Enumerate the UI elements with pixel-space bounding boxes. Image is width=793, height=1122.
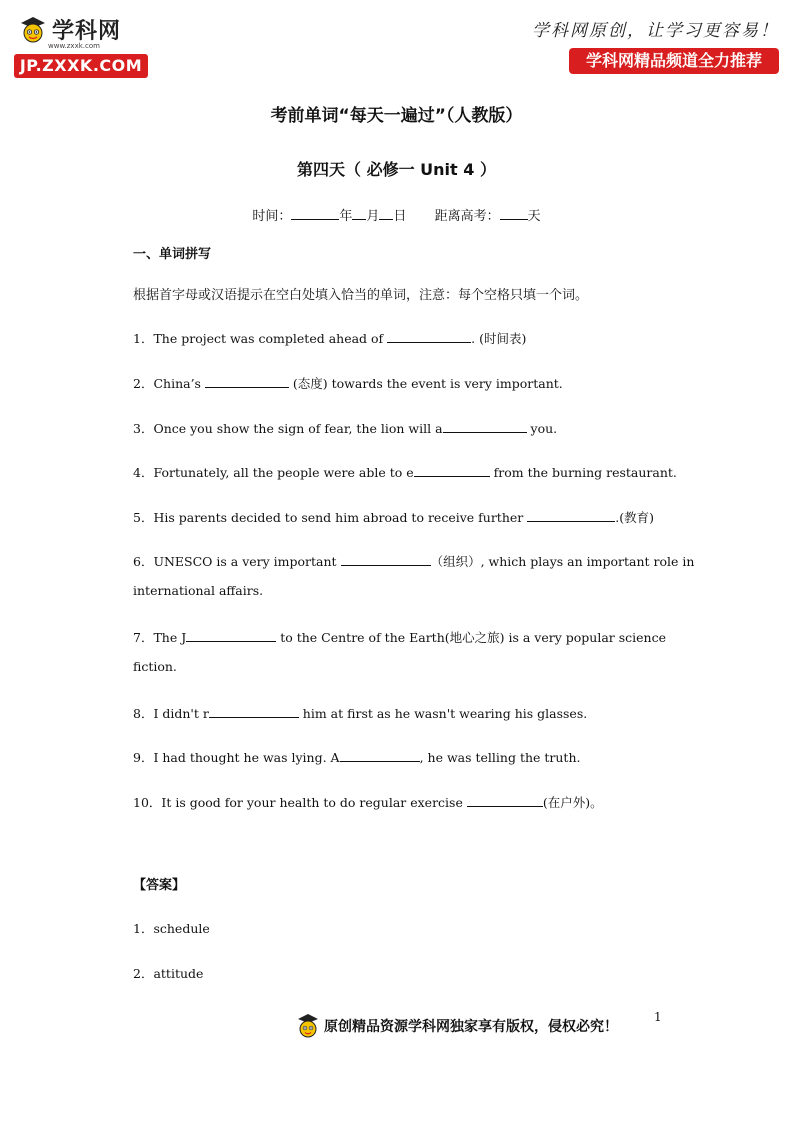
question-item [133, 508, 654, 526]
question-text: I didn't r [153, 706, 209, 721]
question-number: 8． [133, 706, 154, 721]
mascot-icon [296, 1012, 320, 1040]
answer-number: 2． [133, 966, 154, 981]
answer-text: attitude [153, 966, 204, 981]
question-continuation: international affairs. [133, 583, 264, 598]
time-label: 时间： [252, 209, 292, 224]
question-text: you. [526, 421, 558, 436]
answer-blank[interactable] [527, 508, 615, 522]
page-number: 1 [654, 1010, 662, 1024]
mascot-icon [18, 15, 48, 45]
question-text: （组织）, which plays an important role in [430, 554, 695, 569]
question-item [133, 748, 580, 766]
question-item [133, 552, 694, 570]
question-text: It is good for your health to do regular exercise [161, 795, 467, 810]
channel-badge[interactable]: 学科网精品频道全力推荐 [569, 48, 779, 74]
question-text: China’s [153, 376, 205, 391]
question-text: UNESCO is a very important [153, 554, 341, 569]
site-url-badge[interactable]: JP.ZXXK.COM [14, 54, 148, 78]
question-number: 6． [133, 554, 154, 569]
answer-blank[interactable] [340, 748, 420, 762]
day-label: 日 [393, 209, 407, 224]
answer-item [133, 919, 210, 937]
page-subtitle: 第四天（ 必修一 Unit 4 ） [297, 160, 496, 179]
logo-url: www.zxxk.com [48, 42, 100, 50]
days-label: 天 [527, 209, 541, 224]
answer-blank[interactable] [186, 628, 276, 642]
answer-blank[interactable] [209, 704, 299, 718]
question-number: 3． [133, 421, 154, 436]
question-number: 4． [133, 465, 154, 480]
question-number: 7． [133, 630, 154, 645]
question-number: 10． [133, 795, 162, 810]
year-blank [291, 206, 339, 220]
question-item [133, 329, 526, 347]
answers-heading: 【答案】 [133, 878, 186, 893]
question-text: (在户外)。 [542, 795, 603, 810]
section-heading: 一、单词拼写 [133, 247, 212, 262]
page-title: 考前单词“每天一遍过”（人教版） [270, 106, 523, 126]
question-item [133, 374, 563, 392]
answer-blank[interactable] [205, 374, 289, 388]
answer-blank[interactable] [467, 793, 543, 807]
question-item [133, 704, 587, 722]
question-text: to the Centre of the Earth(地心之旅) is a very popular science [276, 630, 666, 645]
logo-text: 学科网 [52, 19, 122, 44]
question-number: 1． [133, 331, 154, 346]
question-number: 5． [133, 510, 154, 525]
question-text: The J [153, 630, 187, 645]
instruction-text: 根据首字母或汉语提示在空白处填入恰当的单词，注意：每个空格只填一个词。 [133, 288, 589, 303]
answer-blank[interactable] [414, 463, 490, 477]
question-item [133, 419, 557, 437]
question-text: The project was completed ahead of [153, 331, 388, 346]
site-logo[interactable] [14, 12, 154, 82]
year-label: 年 [339, 209, 353, 224]
days-blank [500, 206, 528, 220]
question-text: him at first as he wasn't wearing his glasses. [298, 706, 588, 721]
date-line [0, 205, 793, 224]
question-text: Once you show the sign of fear, the lion will a [153, 421, 443, 436]
question-item [133, 628, 666, 646]
slogan: 学科网原创，让学习更容易！ [532, 21, 779, 41]
question-item [133, 463, 677, 481]
question-continuation: fiction. [133, 659, 177, 674]
copyright-notice: 原创精品资源学科网独家享有版权，侵权必究！ [324, 1019, 618, 1035]
answer-blank[interactable] [387, 329, 471, 343]
question-text: His parents decided to send him abroad to receive further [153, 510, 528, 525]
question-text: (态度) towards the event is very important. [288, 376, 563, 391]
answer-number: 1． [133, 921, 154, 936]
question-text: .(教育) [615, 510, 654, 525]
answer-item [133, 964, 203, 982]
question-text: , he was telling the truth. [419, 750, 581, 765]
answer-text: schedule [153, 921, 210, 936]
month-blank [352, 206, 366, 220]
footer [296, 1012, 618, 1040]
question-text: I had thought he was lying. A [153, 750, 340, 765]
question-text: Fortunately, all the people were able to e [153, 465, 414, 480]
exam-countdown-label: 距离高考： [434, 209, 500, 224]
month-label: 月 [366, 209, 380, 224]
question-number: 2． [133, 376, 154, 391]
question-text: . (时间表) [471, 331, 527, 346]
question-text: from the burning restaurant. [489, 465, 677, 480]
question-number: 9． [133, 750, 154, 765]
answer-blank[interactable] [443, 419, 527, 433]
answer-blank[interactable] [341, 552, 431, 566]
question-item [133, 793, 603, 811]
day-blank [379, 206, 393, 220]
